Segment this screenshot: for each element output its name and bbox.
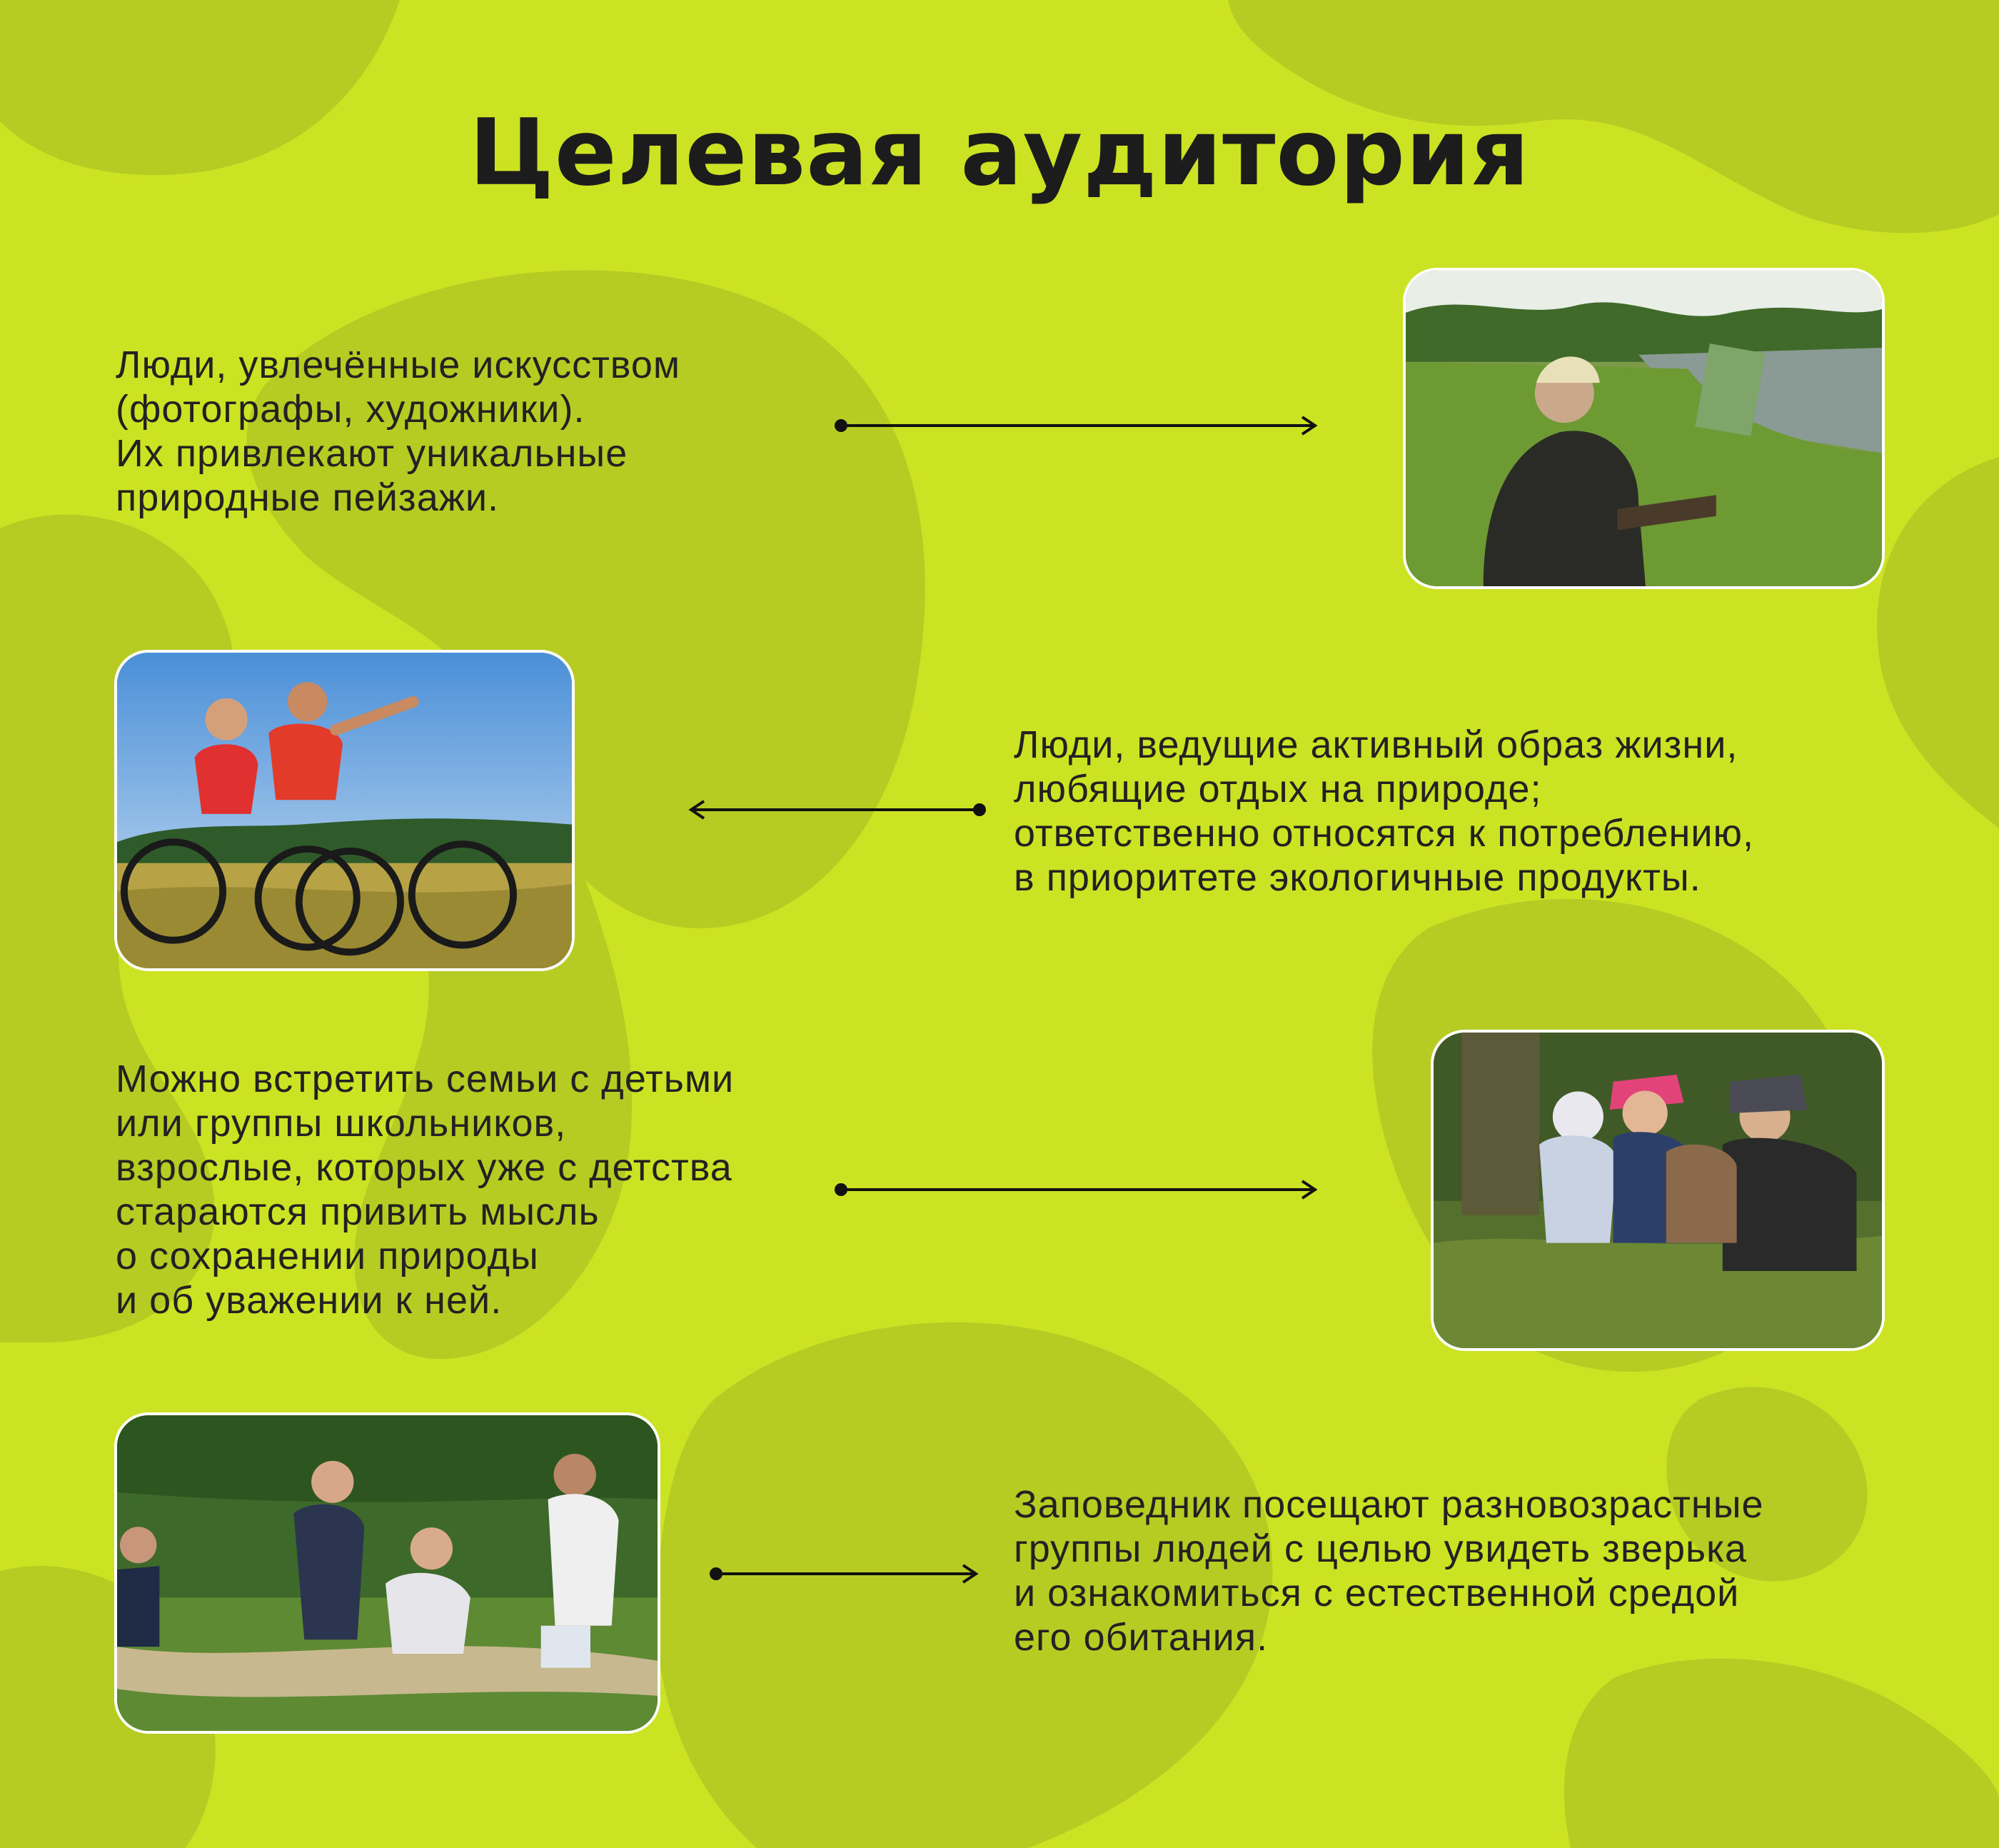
page-title: Целевая аудитория xyxy=(469,100,1530,206)
arrow-right-icon xyxy=(828,413,1328,438)
section-4-text: Заповедник посещают разновозрастные группы людей с целью увидеть зверька и ознакомиться с естественной средой его обитания. xyxy=(1014,1483,1764,1659)
section-1-text: Люди, увлечённые искусством (фотографы, художники). Их привлекают уникальные природные пейзажи. xyxy=(116,343,681,519)
woman-painting-landscape-photo xyxy=(1403,268,1885,589)
arrow-right-icon xyxy=(828,1177,1328,1202)
section-2-text: Люди, ведущие активный образ жизни, любящие отдых на природе; ответственно относятся к потреблению, в приоритете экологичные продукты. xyxy=(1014,723,1755,899)
arrow-right-icon xyxy=(703,1561,989,1587)
section-3-text: Можно встретить семьи с детьми или группы школьников, взрослые, которых уже с детства стараются привить мысль о сохранении природы и об уважении к ней. xyxy=(116,1058,735,1322)
group-cleaning-nature-photo xyxy=(114,1412,660,1734)
couple-cycling-photo xyxy=(114,650,575,971)
schoolchildren-at-pond-photo xyxy=(1431,1030,1885,1351)
arrow-left-icon xyxy=(678,797,992,823)
